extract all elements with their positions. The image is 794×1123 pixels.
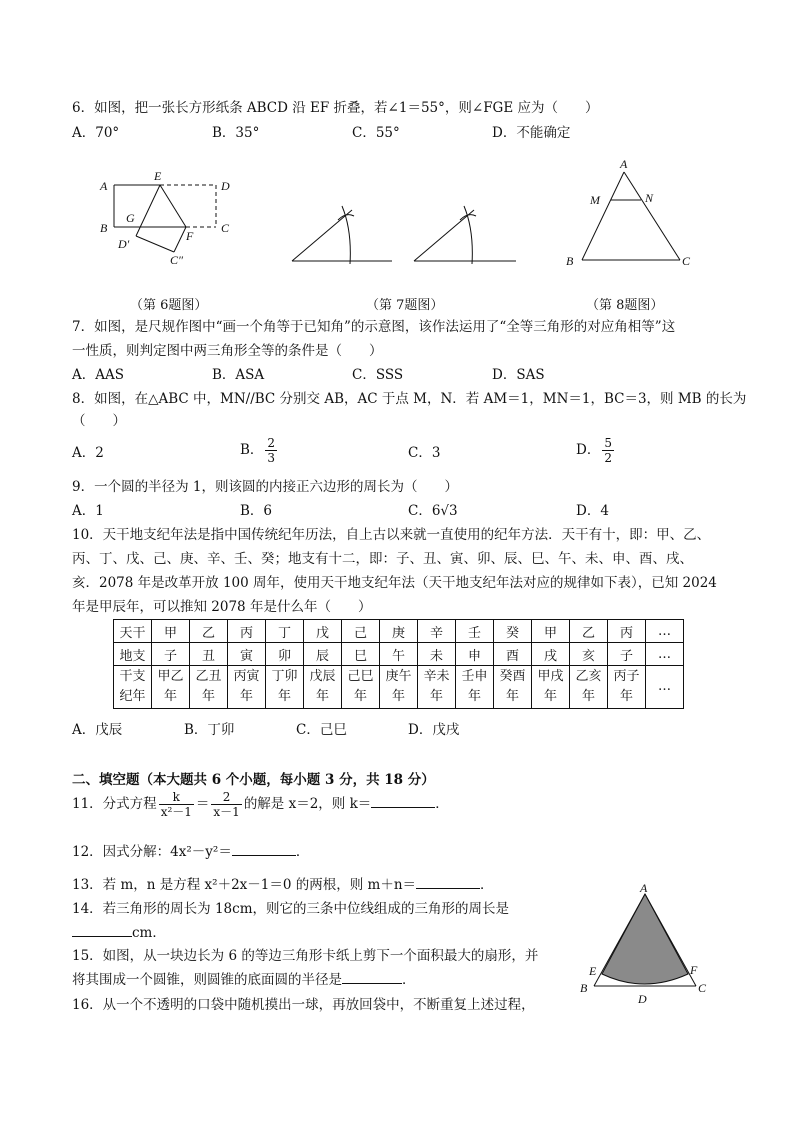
figure-15 <box>576 882 712 1006</box>
q15-line2: 将其围成一个圆锥，则圆锥的底面圆的半径是 ． <box>72 972 416 988</box>
figure-7 <box>290 200 520 266</box>
table-cell: 干支 纪年 <box>114 666 152 709</box>
q12: 12．因式分解：4x²－y²＝ ． <box>72 844 310 860</box>
q8-option-d <box>576 436 616 465</box>
fig6-label-g: G <box>126 211 135 225</box>
q15-text: 将其围成一个圆锥，则圆锥的底面圆的半径是 <box>72 972 342 988</box>
table-cell: 地支 <box>114 643 152 666</box>
table-cell: 午 <box>380 643 418 666</box>
q8-option-d-fraction: $\frac{5}{2}$ <box>604 436 612 465</box>
fig8-label-c: C <box>682 254 691 268</box>
table-cell: 子 <box>608 643 646 666</box>
table-cell: 乙亥 年 <box>570 666 608 709</box>
table-cell: 甲 <box>152 620 190 643</box>
q9-option-c: C．6√3 <box>408 503 458 519</box>
q15-line1: 15．如图，从一块边长为 6 的等边三角形卡纸上剪下一个面积最大的扇形，并 <box>72 948 539 964</box>
q8-option-d-label: D． <box>576 442 601 458</box>
table-cell: 丁 <box>266 620 304 643</box>
q8-option-c: C．3 <box>408 445 441 461</box>
table-cell: 丙子 年 <box>608 666 646 709</box>
fig6-label-a: A <box>100 179 108 193</box>
table-cell: 巳 <box>342 643 380 666</box>
fig15-label-f: F <box>690 963 698 977</box>
table-cell: 甲乙 年 <box>152 666 190 709</box>
table-cell: 庚 <box>380 620 418 643</box>
q13-answer-blank[interactable] <box>416 888 480 889</box>
fig6-label-d: D <box>221 179 230 193</box>
fig8-label-m: M <box>590 193 600 207</box>
q14-line1: 14．若三角形的周长为 18cm，则它的三条中位线组成的三角形的周长是 <box>72 901 510 917</box>
q9-option-d: D．4 <box>576 503 609 519</box>
q12-answer-blank[interactable] <box>232 855 296 856</box>
q13-text: 13．若 m，n 是方程 x²＋2x－1＝0 的两根，则 m＋n＝ <box>72 877 417 893</box>
q10-option-b: B．丁卯 <box>184 722 235 738</box>
q7-option-a: A．AAS <box>72 367 124 383</box>
q9-option-a: A．1 <box>72 503 104 519</box>
fig6-label-d-prime: D′ <box>118 237 130 251</box>
q10-line4: 年是甲辰年，可以推知 2078 年是什么年（ ） <box>72 599 372 615</box>
table-cell: 乙丑 年 <box>190 666 228 709</box>
q8-option-a: A．2 <box>72 445 104 461</box>
fig6-label-f: F <box>186 229 194 243</box>
q10-line1: 10．天干地支纪年法是指中国传统纪年历法，自上古以来就一直使用的纪年方法．天干有十，即：甲、乙、 <box>72 527 711 543</box>
q11-suffix: 的解是 x＝2，则 k＝ <box>243 796 372 812</box>
table-cell: … <box>646 620 684 643</box>
q8-stem-line2: （ ） <box>72 413 126 429</box>
q8-option-b <box>240 436 279 465</box>
table-cell: 辰 <box>304 643 342 666</box>
q7-stem-line1: 7．如图，是尺规作图中“画一个角等于已知角”的示意图，该作法运用了“全等三角形的对应角相等”这 <box>72 319 676 335</box>
q13: 13．若 m，n 是方程 x²＋2x－1＝0 的两根，则 m＋n＝ ． <box>72 877 494 893</box>
q11-answer-blank[interactable] <box>371 807 435 808</box>
table-row <box>114 643 684 666</box>
q7-option-b: B．ASA <box>212 367 265 383</box>
table-cell: 寅 <box>228 643 266 666</box>
q8-option-b-fraction: $\frac{2}{3}$ <box>267 436 276 465</box>
q11-prefix: 11．分式方程 <box>72 796 157 812</box>
table-row <box>114 620 684 643</box>
q11-fraction-right: $\frac{2}{x-1}$ <box>213 790 240 819</box>
q10-line3: 亥．2078 年是改革开放 100 周年，使用天干地支纪年法（天干地支纪年法对应的规律如下表），已知 2024 <box>72 575 717 591</box>
q6-option-c: C．55° <box>352 125 400 141</box>
table-cell: 丑 <box>190 643 228 666</box>
q7-stem-line2: 一性质，则判定图中两三角形全等的条件是（ ） <box>72 343 383 359</box>
fig15-label-c: C <box>698 981 707 995</box>
fig8-caption: （第 8题图） <box>586 298 664 313</box>
table-cell: 辛 <box>418 620 456 643</box>
table-cell: 申 <box>456 643 494 666</box>
table-cell: 戌 <box>532 643 570 666</box>
table-cell: 庚午 年 <box>380 666 418 709</box>
fig6-caption: （第 6题图） <box>130 298 208 313</box>
table-cell: 己 <box>342 620 380 643</box>
fig15-label-d: D <box>638 992 647 1006</box>
q6-option-d: D．不能确定 <box>492 125 571 141</box>
table-cell: 甲 <box>532 620 570 643</box>
q7-option-d: D．SAS <box>492 367 545 383</box>
table-cell: 丙 <box>228 620 266 643</box>
table-cell: 壬 <box>456 620 494 643</box>
q10-option-c: C．己巳 <box>296 722 347 738</box>
section-2-title: 二、填空题（本大题共 6 个小题，每小题 3 分，共 18 分） <box>72 772 435 788</box>
q10-option-a: A．戊辰 <box>72 722 123 738</box>
fig8-label-a: A <box>620 157 628 171</box>
table-cell: 乙 <box>570 620 608 643</box>
table-cell: … <box>646 666 684 709</box>
table-cell: 甲戌 年 <box>532 666 570 709</box>
fig6-label-b: B <box>100 221 108 235</box>
q10-line2: 丙、丁、戊、己、庚、辛、壬、癸；地支有十二，即：子、丑、寅、卯、辰、巳、午、未、申、酉、戌、 <box>72 551 693 567</box>
fig7-caption: （第 7题图） <box>366 298 444 313</box>
table-cell: 亥 <box>570 643 608 666</box>
q6-stem: 6．如图，把一张长方形纸条 ABCD 沿 EF 折叠，若∠1＝55°，则∠FGE 应为（ ） <box>72 100 599 116</box>
q16-line1: 16．从一个不透明的口袋中随机摸出一球，再放回袋中，不断重复上述过程， <box>72 997 535 1013</box>
q15-answer-blank[interactable] <box>342 983 402 984</box>
q6-option-a: A．70° <box>72 125 120 141</box>
q12-text: 12．因式分解：4x²－y²＝ <box>72 844 232 860</box>
table-cell: 癸酉 年 <box>494 666 532 709</box>
q11-equals: ＝ <box>195 796 210 812</box>
fig6-label-c: C <box>221 221 230 235</box>
figure-8 <box>560 156 700 268</box>
q9-option-b: B．6 <box>240 503 273 519</box>
q11-fraction-left: $\frac{k}{\text{x²－1}}$ <box>160 790 192 819</box>
table-cell: … <box>646 643 684 666</box>
ganzhi-table <box>113 619 684 709</box>
fig6-label-e: E <box>154 169 162 183</box>
table-cell: 癸 <box>494 620 532 643</box>
table-cell: 天干 <box>114 620 152 643</box>
table-cell: 酉 <box>494 643 532 666</box>
table-cell: 丁卯 年 <box>266 666 304 709</box>
q8-option-b-label: B． <box>240 442 264 458</box>
table-cell: 戊辰 年 <box>304 666 342 709</box>
fig15-label-e: E <box>589 964 597 978</box>
table-cell: 己巳 年 <box>342 666 380 709</box>
q14-line2: cm． <box>72 924 166 942</box>
table-cell: 丙寅 年 <box>228 666 266 709</box>
q11: 11．分式方程 $\frac{k}{\text{x²－1}}$ ＝ $\frac{2}{x-1}$ 的解是 x＝2，则 k＝ ． <box>72 790 449 819</box>
fig8-label-b: B <box>566 254 574 268</box>
table-cell: 丙 <box>608 620 646 643</box>
table-cell: 未 <box>418 643 456 666</box>
table-cell: 卯 <box>266 643 304 666</box>
q10-option-d: D．戊戌 <box>408 722 460 738</box>
table-cell: 子 <box>152 643 190 666</box>
q6-option-b: B．35° <box>212 125 260 141</box>
figure-6 <box>92 168 252 268</box>
table-row <box>114 666 684 709</box>
table-cell: 辛未 年 <box>418 666 456 709</box>
q9-stem: 9．一个圆的半径为 1，则该圆的内接正六边形的周长为（ ） <box>72 479 458 495</box>
q7-option-c: C．SSS <box>352 367 404 383</box>
fig6-label-c-double-prime: C″ <box>170 253 184 267</box>
table-cell: 乙 <box>190 620 228 643</box>
fig15-label-b: B <box>580 981 588 995</box>
fig15-label-a: A <box>640 882 648 895</box>
table-cell: 壬申 年 <box>456 666 494 709</box>
q14-answer-blank[interactable] <box>72 936 132 937</box>
table-cell: 戊 <box>304 620 342 643</box>
fig8-label-n: N <box>645 191 654 205</box>
q8-stem-line1: 8．如图，在△ABC 中，MN//BC 分别交 AB，AC 于点 M，N．若 AM＝1，MN＝1，BC＝3，则 MB 的长为 <box>72 391 747 407</box>
